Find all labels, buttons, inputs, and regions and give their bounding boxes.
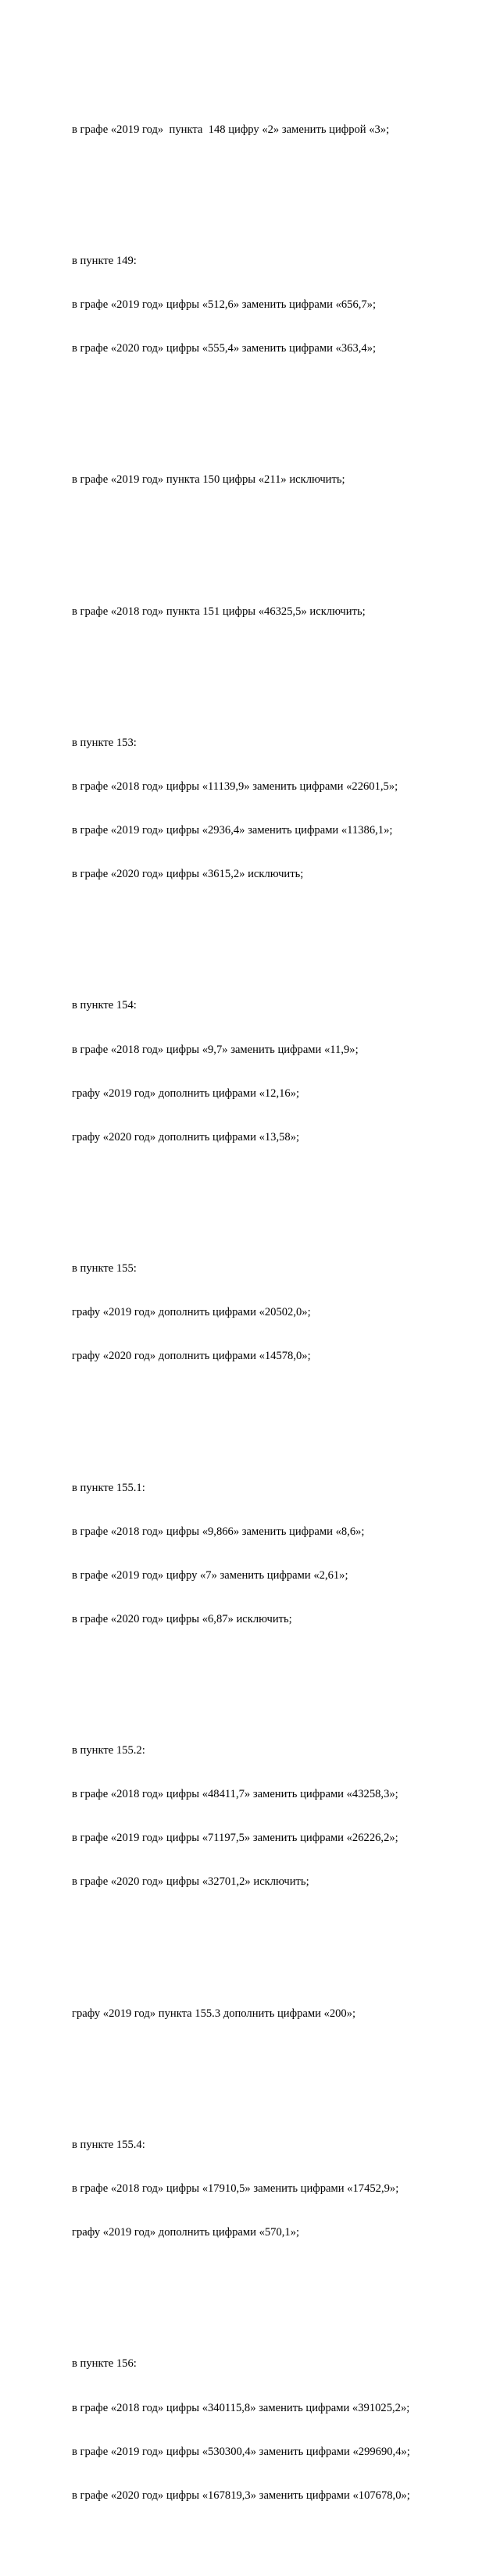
- paragraph-point-155: [72, 1233, 478, 1393]
- text-line: в графе «2020 год» цифры «167819,3» заменить цифрами «107678,0»;: [72, 2489, 410, 2502]
- text-line: графу «2019 год» пункта 155.3 дополнить цифрами «200»;: [72, 2007, 356, 2020]
- paragraph-heading: в пункте 155:: [72, 1262, 137, 1276]
- paragraph-point-150: [72, 444, 478, 517]
- paragraph-point-148: [72, 93, 478, 166]
- text-line: в графе «2019 год» пункта 150 цифры «211» исключить;: [72, 473, 345, 487]
- text-line: графу «2020 год» дополнить цифрами «14578,0»;: [72, 1350, 311, 1363]
- paragraph-heading: в пункте 153:: [72, 736, 137, 749]
- paragraph-point-156: [72, 2328, 478, 2532]
- text-line: в графе «2019 год» цифру «7» заменить цифрами «2,61»;: [72, 1568, 348, 1582]
- paragraph-point-155-3: [72, 1977, 478, 2050]
- paragraph-point-155-2: [72, 1714, 478, 1919]
- paragraph-heading: в пункте 155.1:: [72, 1481, 145, 1494]
- paragraph-heading: в пункте 156:: [72, 2357, 137, 2371]
- text-line: в графе «2018 год» цифры «9,866» заменить цифрами «8,6»;: [72, 1525, 365, 1538]
- text-line: графу «2020 год» дополнить цифрами «13,58»;: [72, 1130, 300, 1144]
- paragraph-point-151: [72, 575, 478, 648]
- paragraph-point-153: [72, 706, 478, 911]
- paragraph-point-149: [72, 224, 478, 385]
- text-line: в графе «2019 год» цифры «530300,4» заменить цифрами «299690,4»;: [72, 2445, 410, 2458]
- text-line: в графе «2018 год» пункта 151 цифры «46325,5» исключить;: [72, 605, 366, 618]
- paragraph-point-154: [72, 969, 478, 1174]
- paragraph-heading: в пункте 149:: [72, 254, 137, 267]
- text-line: в графе «2019 год» цифры «71197,5» заменить цифрами «26226,2»;: [72, 1832, 398, 1845]
- paragraph-heading: в пункте 155.4:: [72, 2138, 145, 2151]
- text-line: в графе «2018 год» цифры «48411,7» заменить цифрами «43258,3»;: [72, 1788, 398, 1801]
- paragraph-point-155-4: [72, 2109, 478, 2270]
- paragraph-heading: в пункте 154:: [72, 999, 137, 1012]
- text-line: в графе «2018 год» цифры «340115,8» заменить цифрами «391025,2»;: [72, 2401, 410, 2414]
- text-line: в графе «2020 год» цифры «555,4» заменить цифрами «363,4»;: [72, 342, 377, 355]
- paragraph-point-155-1: [72, 1451, 478, 1656]
- text-line: графу «2019 год» дополнить цифрами «20502,0»;: [72, 1306, 311, 1319]
- text-line: в графе «2018 год» цифры «17910,5» заменить цифрами «17452,9»;: [72, 2182, 399, 2196]
- text-line: в графе «2020 год» цифры «3615,2» исключить;: [72, 868, 304, 881]
- paragraph-heading: в пункте 155.2:: [72, 1744, 145, 1757]
- text-line: в графе «2018 год» цифры «11139,9» заменить цифрами «22601,5»;: [72, 780, 398, 793]
- text-line: в графе «2019 год» пункта 148 цифру «2» заменить цифрой «3»;: [72, 123, 390, 136]
- text-line: в графе «2020 год» цифры «6,87» исключить;: [72, 1612, 292, 1625]
- text-line: в графе «2019 год» цифры «2936,4» заменить цифрами «11386,1»;: [72, 824, 393, 837]
- text-line: в графе «2018 год» цифры «9,7» заменить цифрами «11,9»;: [72, 1043, 359, 1056]
- text-line: графу «2019 год» дополнить цифрами «570,1»;: [72, 2226, 300, 2239]
- document-body: [72, 49, 478, 2576]
- text-line: в графе «2019 год» цифры «512,6» заменить цифрами «656,7»;: [72, 298, 377, 311]
- text-line: графу «2019 год» дополнить цифрами «12,16»;: [72, 1086, 300, 1100]
- text-line: в графе «2020 год» цифры «32701,2» исключить;: [72, 1875, 309, 1889]
